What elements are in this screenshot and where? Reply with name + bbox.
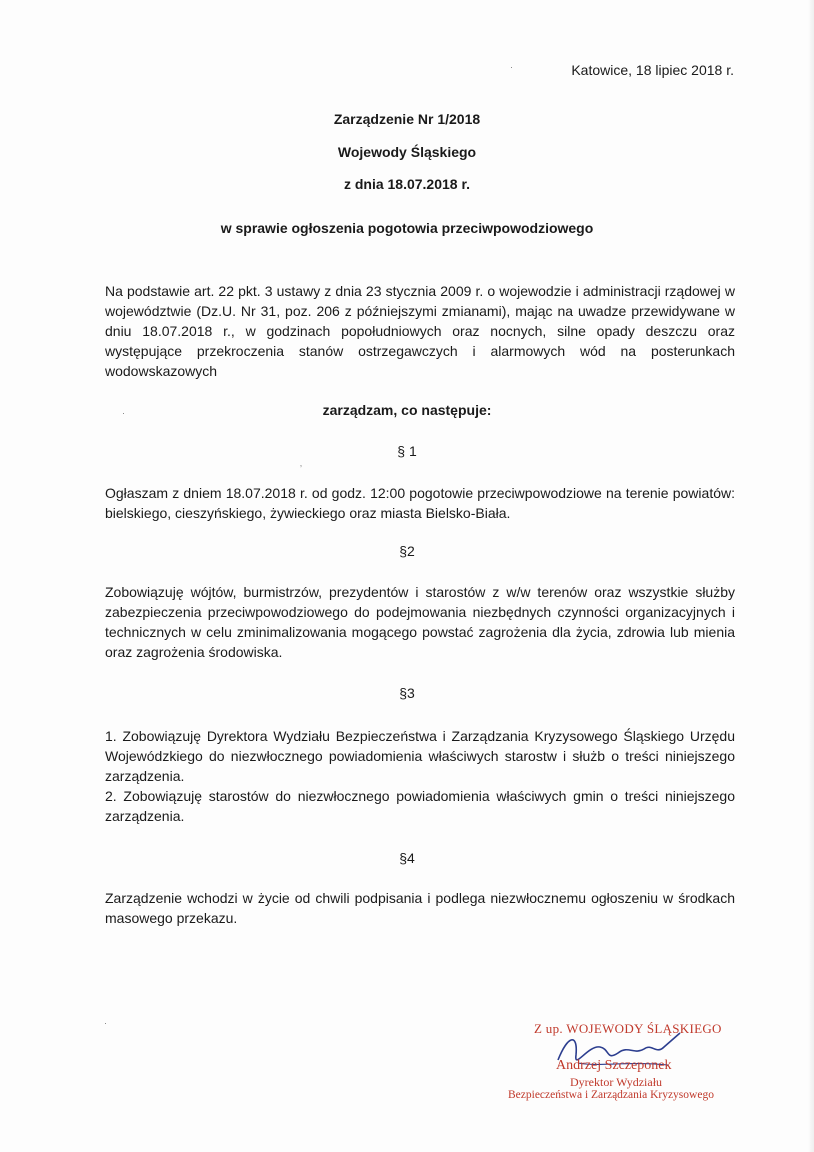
place-date: Katowice, 18 lipiec 2018 r. — [571, 62, 734, 78]
stamp-role-1: Dyrektor Wydziału — [570, 1075, 663, 1089]
scan-speck: · — [104, 1018, 107, 1028]
subject: w sprawie ogłoszenia pogotowia przeciwpowodziowego — [220, 220, 594, 236]
stamp-role-2: Bezpieczeństwa i Zarządzania Kryzysowego — [508, 1089, 714, 1101]
section-4-text: Zarządzenie wchodzi w życie od chwili podpisania i podlega niezwłocznemu ogłoszeniu w środkach masowego przekazu. — [105, 890, 735, 926]
section-1-mark: § 1 — [397, 443, 417, 459]
title-line-2: Wojewody Śląskiego — [337, 144, 477, 160]
decree-line: zarządzam, co następuje: — [322, 402, 492, 418]
section-3-item-2: 2. Zobowiązuję starostów do niezwłocznego powiadomienia właściwych gmin o treści niniejszego zarządzenia. — [105, 788, 735, 824]
stamp-name: Andrzej Szczeponek — [556, 1058, 672, 1073]
intro-paragraph: Na podstawie art. 22 pkt. 3 ustawy z dnia 23 stycznia 2009 r. o wojewodzie i administracji rządowej w województwie (Dz.U. Nr 31, poz. 206 z późniejszymi zmianami), mając na uwadze przewidywane w dniu 18.07.2018 r., w godzinach popołudniowych oraz nocnych, silne opady deszczu oraz występujące przekroczenia stanów ostrzegawczych i alarmowych wód na posterunkach wodowskazowych — [105, 283, 735, 379]
section-1-text: Ogłaszam z dniem 18.07.2018 r. od godz. 12:00 pogotowie przeciwpowodziowe na terenie powiatów: bielskiego, cieszyńskiego, żywieckiego oraz miasta Bielsko-Biała. — [105, 485, 735, 521]
scan-speck: · — [122, 408, 125, 418]
section-3-mark: §3 — [399, 685, 415, 701]
section-3-item-1: 1. Zobowiązuję Dyrektora Wydziału Bezpieczeństwa i Zarządzania Kryzysowego Śląskiego Urzędu Wojewódzkiego do niezwłocznego powiadomienia właściwych starostw i służb o treści niniejszego zarządzenia. — [105, 728, 735, 784]
section-4-mark: §4 — [399, 850, 415, 866]
page-edge-shadow — [808, 0, 814, 1152]
section-3-list — [105, 726, 735, 826]
scan-speck: · — [510, 62, 513, 72]
scan-speck: ʼ — [300, 464, 302, 474]
title-line-1: Zarządzenie Nr 1/2018 — [333, 111, 481, 127]
official-stamp-signature — [508, 1015, 758, 1105]
title-line-3: z dnia 18.07.2018 r. — [343, 176, 471, 192]
section-2-mark: §2 — [399, 543, 415, 559]
section-2-text: Zobowiązuję wójtów, burmistrzów, prezydentów i starostów z w/w terenów oraz wszystkie służby zabezpieczenia przeciwpowodziowego do podejmowania niezbędnych czynności organizacyjnych i technicznych w celu zminimalizowania mogącego powstać zagrożenia dla życia, zdrowia lub mienia oraz zagrożenia środowiska. — [105, 584, 735, 660]
stamp-line-1: Z up. WOJEWODY ŚLĄSKIEGO — [534, 1021, 722, 1036]
